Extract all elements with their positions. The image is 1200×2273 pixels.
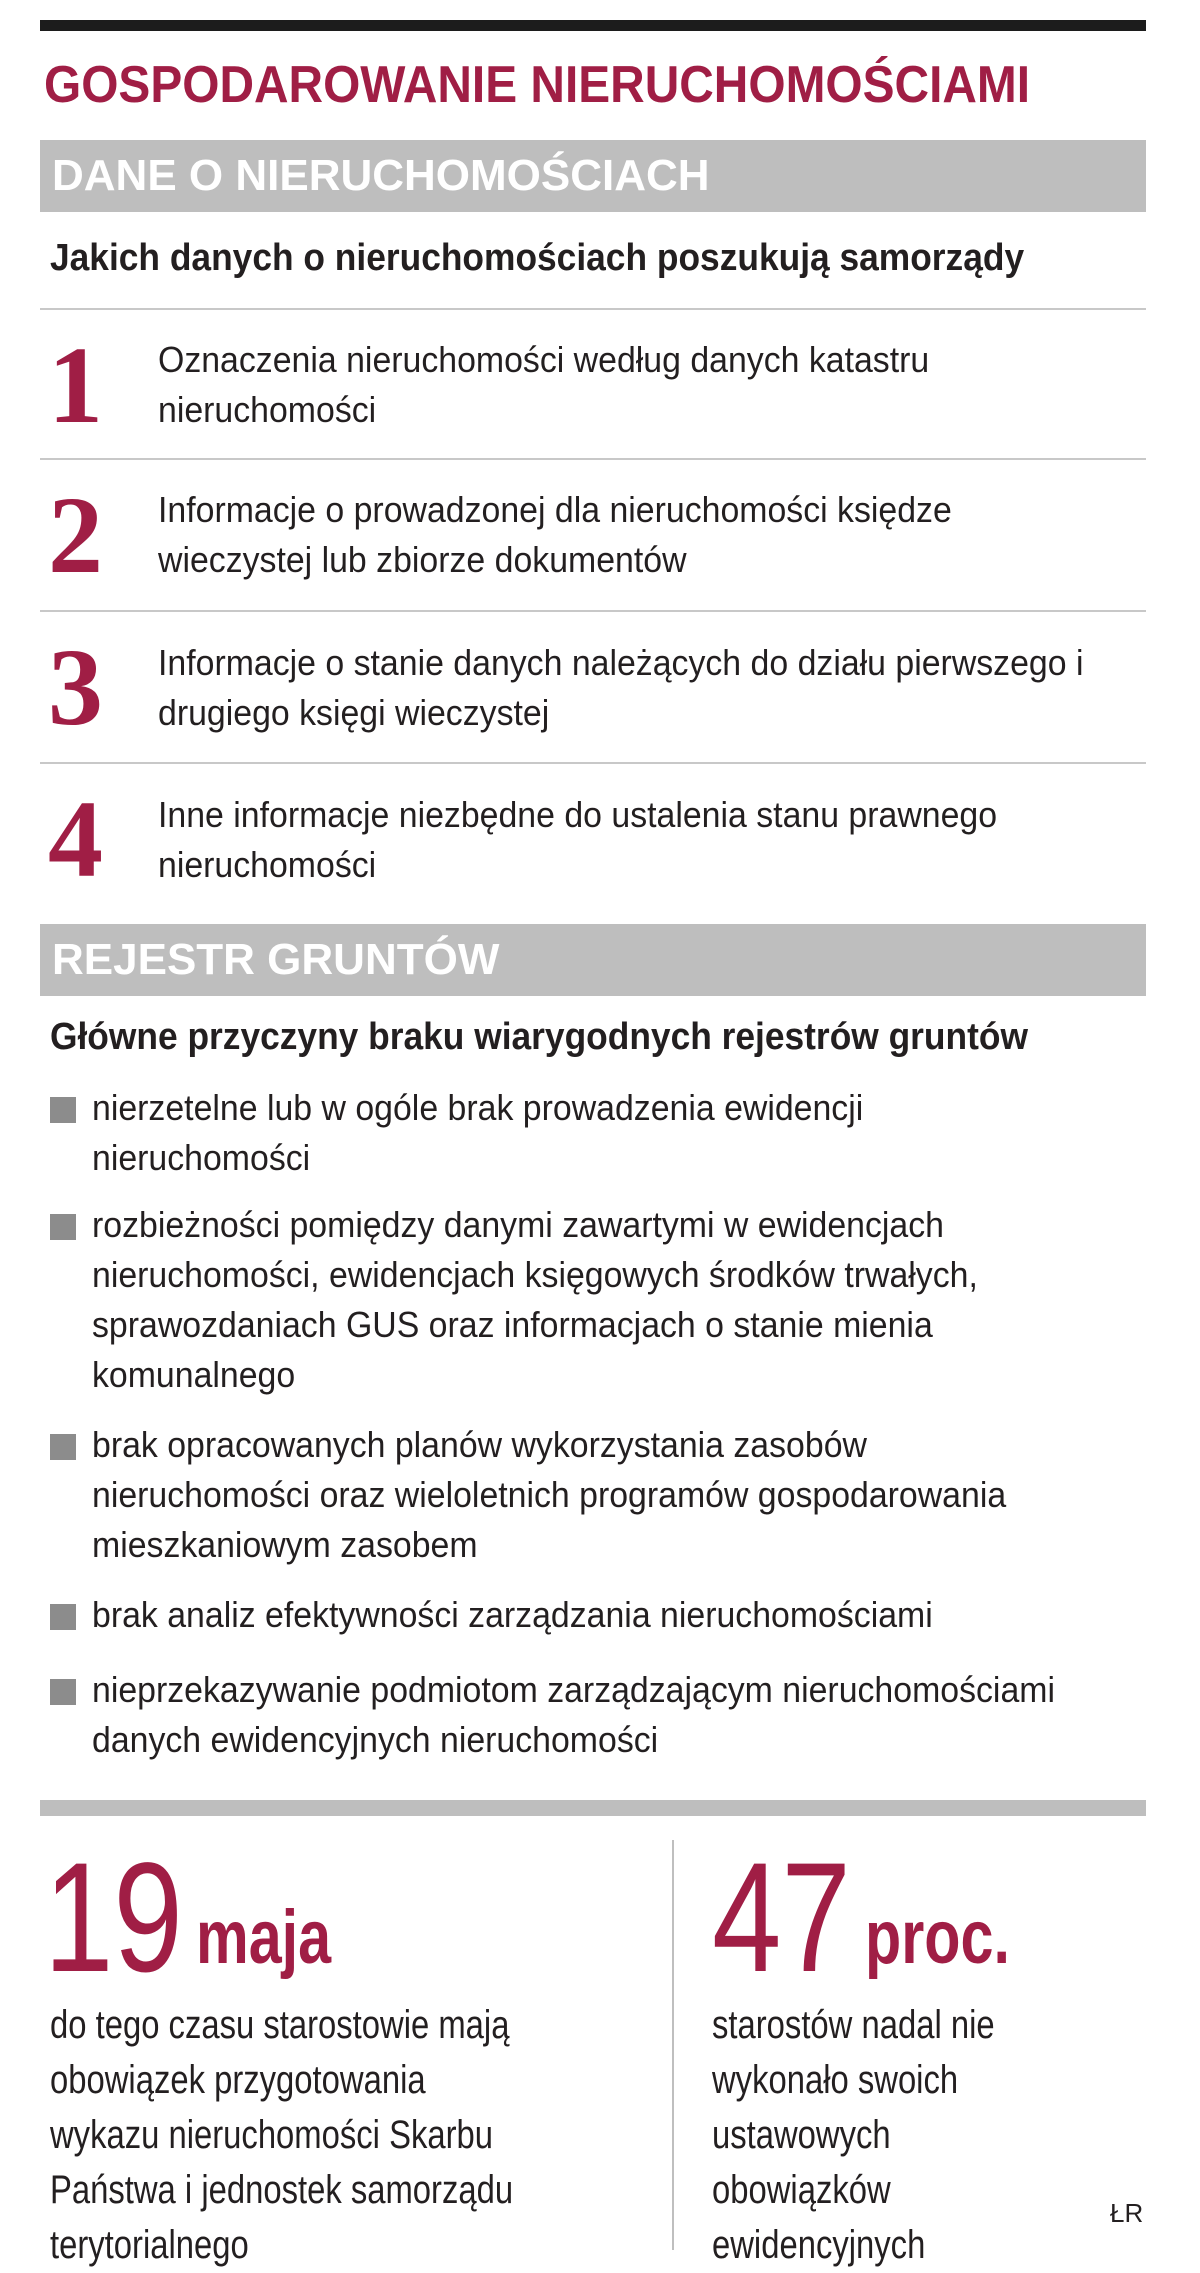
item-number: 1: [48, 324, 103, 446]
divider: [40, 308, 1146, 310]
square-bullet-icon: [50, 1434, 76, 1460]
stat-description: starostów nadal nie wykonało swoich ustawowych obowiązków ewidencyjnych: [712, 2003, 995, 2267]
section-subtitle-property-data: Jakich danych o nieruchomościach poszukują samorządy: [50, 237, 1025, 279]
bullet-text: nierzetelne lub w ogóle brak prowadzenia ewidencji nieruchomości: [92, 1087, 864, 1178]
item-number: 2: [48, 474, 103, 596]
item-number: 4: [48, 778, 103, 900]
top-rule: [40, 20, 1146, 31]
divider: [40, 610, 1146, 612]
bottom-rule: [40, 1800, 1146, 1816]
divider: [40, 458, 1146, 460]
item-text: Informacje o stanie danych należących do działu pierwszego i drugiego księgi wieczystej: [158, 642, 1084, 733]
bullet-text: rozbieżności pomiędzy danymi zawartymi w ewidencjach nieruchomości, ewidencjach księgowych środków trwałych, sprawozdaniach GUS oraz informacjach o stanie mienia komunalnego: [92, 1204, 978, 1395]
item-text: Oznaczenia nieruchomości według danych katastru nieruchomości: [158, 339, 930, 430]
section-header-property-data: DANE O NIERUCHOMOŚCIACH: [40, 140, 1146, 212]
bullet-text: brak opracowanych planów wykorzystania zasobów nieruchomości oraz wieloletnich programów gospodarowania mieszkaniowym zasobem: [92, 1424, 1007, 1565]
item-text: Inne informacje niezbędne do ustalenia stanu prawnego nieruchomości: [158, 794, 998, 885]
section-header-land-register: REJESTR GRUNTÓW: [40, 924, 1146, 996]
stat-value: 19: [44, 1831, 183, 2005]
item-number: 3: [48, 626, 103, 748]
bullet-text: nieprzekazywanie podmiotom zarządzającym nieruchomościami danych ewidencyjnych nieruchomości: [92, 1669, 1055, 1760]
page-title: GOSPODAROWANIE NIERUCHOMOŚCIAMI: [44, 56, 1031, 114]
divider: [40, 762, 1146, 764]
square-bullet-icon: [50, 1604, 76, 1630]
square-bullet-icon: [50, 1097, 76, 1123]
square-bullet-icon: [50, 1679, 76, 1705]
stat-description: do tego czasu starostowie mają obowiązek przygotowania wykazu nieruchomości Skarbu Państwa i jednostek samorządu terytorialnego: [50, 2003, 514, 2267]
credit: ŁR: [1110, 2198, 1144, 2228]
section-subtitle-land-register: Główne przyczyny braku wiarygodnych rejestrów gruntów: [50, 1016, 1028, 1058]
square-bullet-icon: [50, 1214, 76, 1240]
bullet-text: brak analiz efektywności zarządzania nieruchomościami: [92, 1594, 933, 1635]
stats-divider: [672, 1840, 674, 2250]
stat-unit: proc.: [865, 1895, 1010, 1980]
stat-unit: maja: [196, 1895, 332, 1980]
stat-value: 47: [712, 1831, 851, 2005]
item-text: Informacje o prowadzonej dla nieruchomości księdze wieczystej lub zbiorze dokumentów: [158, 489, 952, 580]
